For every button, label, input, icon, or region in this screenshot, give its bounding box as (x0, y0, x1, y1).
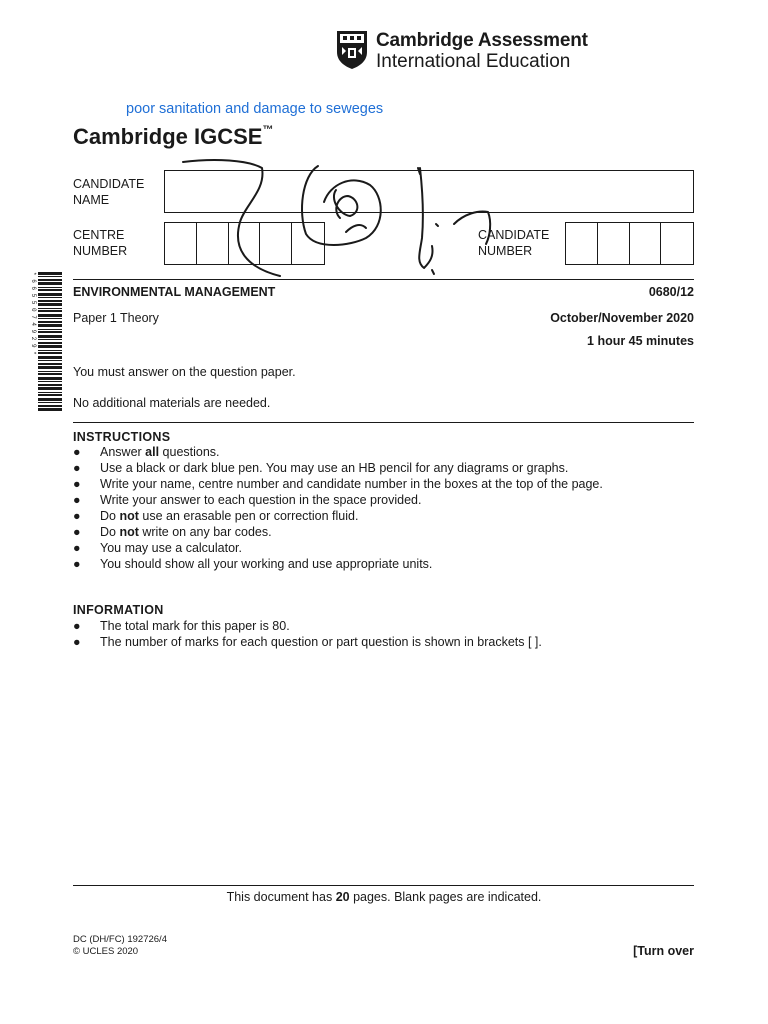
barcode (28, 272, 62, 412)
bullet: ● (73, 541, 81, 555)
digit-cell[interactable] (661, 223, 693, 264)
candidate-number-boxes[interactable] (565, 222, 694, 265)
bullet: ● (73, 557, 81, 571)
barcode-digits: * 6 6 5 5 0 7 4 9 2 9 * (30, 272, 37, 355)
barcode-bar (38, 339, 62, 340)
bullet: ● (73, 525, 81, 539)
barcode-bar (38, 387, 62, 390)
instructions-heading: INSTRUCTIONS (73, 430, 171, 444)
barcode-bar (38, 377, 62, 380)
barcode-bar (38, 310, 62, 312)
barcode-bar (38, 381, 62, 382)
barcode-bar (38, 303, 62, 306)
qualification-title (73, 124, 273, 150)
barcode-bar (38, 384, 62, 386)
barcode-bar (38, 363, 62, 365)
answer-note: You must answer on the question paper. (73, 365, 296, 379)
digit-cell[interactable] (598, 223, 630, 264)
barcode-bar (38, 308, 62, 309)
barcode-bar (38, 342, 62, 344)
centre-number-boxes[interactable] (164, 222, 325, 265)
barcode-bar (38, 408, 62, 411)
barcode-bar (38, 321, 62, 323)
qualification-name: Cambridge IGCSE (73, 124, 263, 149)
subject-title: ENVIRONMENTAL MANAGEMENT (73, 285, 276, 299)
digit-cell[interactable] (229, 223, 261, 264)
logo-line-1: Cambridge Assessment (376, 30, 588, 51)
bullet: ● (73, 445, 81, 459)
trademark-mark: ™ (262, 123, 274, 136)
barcode-bar (38, 289, 62, 291)
divider (73, 422, 694, 423)
barcode-bar (38, 287, 62, 288)
barcode-bar (38, 373, 62, 375)
materials-note: No additional materials are needed. (73, 396, 271, 410)
crest-icon (336, 30, 368, 70)
barcode-bar (38, 352, 62, 354)
barcode-bar (38, 392, 62, 393)
digit-cell[interactable] (260, 223, 292, 264)
barcode-bar (38, 282, 62, 285)
page-count-note: This document has 20 pages. Blank pages are indicated. (226, 890, 542, 904)
barcode-bar (38, 345, 62, 348)
barcode-bar (38, 293, 62, 296)
barcode-bar (38, 300, 62, 302)
document-ref: DC (DH/FC) 192726/4 (73, 934, 167, 945)
digit-cell[interactable] (630, 223, 662, 264)
candidate-name-box[interactable] (164, 170, 694, 213)
digit-cell[interactable] (197, 223, 229, 264)
barcode-bar (38, 360, 62, 361)
exam-duration: 1 hour 45 minutes (587, 334, 694, 348)
footer-divider (73, 885, 694, 886)
divider (73, 279, 694, 280)
barcode-bar (38, 279, 62, 281)
information-heading: INFORMATION (73, 603, 164, 617)
barcode-bar (38, 272, 62, 275)
exam-session: October/November 2020 (550, 311, 694, 325)
barcode-bar (38, 331, 62, 333)
cambridge-logo (336, 30, 586, 72)
digit-cell[interactable] (165, 223, 197, 264)
barcode-bar (38, 276, 62, 277)
barcode-bar (38, 366, 62, 369)
bullet: ● (73, 477, 81, 491)
bullet: ● (73, 493, 81, 507)
candidate-number-label: CANDIDATE NUMBER (478, 228, 550, 258)
barcode-bar (38, 356, 62, 359)
barcode-bar (38, 329, 62, 330)
barcode-bar (38, 402, 62, 403)
centre-number-label: CENTRE NUMBER (73, 228, 128, 258)
barcode-bar (38, 350, 62, 351)
logo-line-2: International Education (376, 51, 571, 72)
bullet: ● (73, 635, 81, 649)
paper-code: 0680/12 (648, 285, 694, 299)
barcode-bar (38, 297, 62, 298)
barcode-bar (38, 335, 62, 338)
copyright: © UCLES 2020 (73, 946, 139, 957)
turn-over: [Turn over (633, 944, 694, 958)
handwritten-annotation: poor sanitation and damage to seweges (126, 101, 384, 117)
barcode-bar (38, 318, 62, 319)
barcode-bar (38, 394, 62, 396)
barcode-bar (38, 314, 62, 317)
candidate-name-label: CANDIDATE NAME (73, 177, 145, 207)
bullet: ● (73, 509, 81, 523)
barcode-bar (38, 405, 62, 407)
digit-cell[interactable] (292, 223, 324, 264)
paper-name: Paper 1 Theory (73, 311, 159, 325)
barcode-bar (38, 324, 62, 327)
barcode-bar (38, 371, 62, 372)
digit-cell[interactable] (566, 223, 598, 264)
barcode-bar (38, 398, 62, 401)
bullet: ● (73, 461, 81, 475)
footer-reference (73, 934, 167, 958)
bullet: ● (73, 619, 81, 633)
